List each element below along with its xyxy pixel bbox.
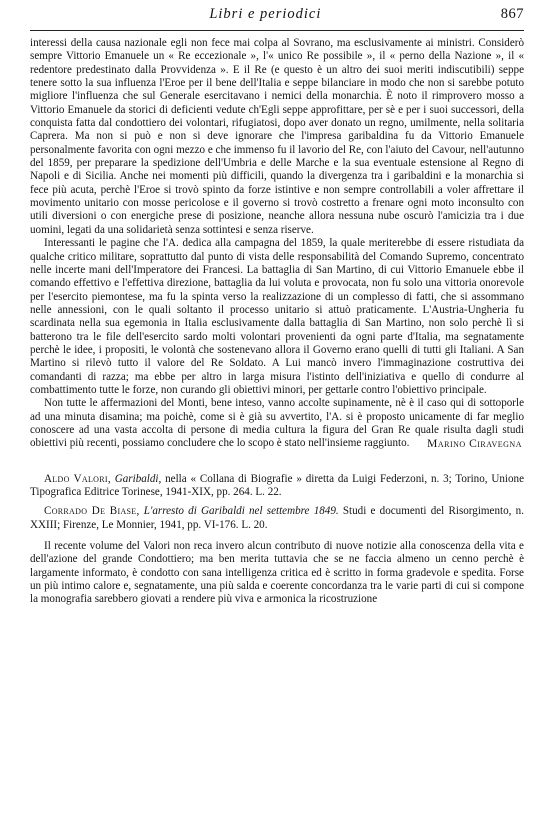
book-title: Garibaldi, bbox=[114, 472, 162, 485]
second-review bbox=[30, 473, 524, 607]
bibliographic-entry bbox=[30, 473, 524, 500]
first-review bbox=[30, 37, 524, 450]
book-details: Studi e documenti del Risorgimento, n. XXIII; Firenze, Le Monnier, 1941, pp. VI-176. L. 20. bbox=[30, 505, 524, 531]
book-title: L'arresto di Garibaldi nel settembre 1849. bbox=[143, 505, 339, 518]
section-separator bbox=[30, 460, 524, 461]
review-paragraph: interessi della causa nazionale egli non fece mai colpa al Sovrano, ma esclusivamente ai ministri. Considerò sempre Vittorio Emanuele un « Re eccezionale », l'« unico Re possibile », il « perno della Nazione », il « redentore predestinato dalla Provvidenza ». E il Re (e questo è un altro dei suoi meriti indiscutibili) seppe tenere sotto la sua influenza l'Eroe per il bene dell'Italia e seppe bilanciare in modo che non si sarebbe potuto migliore l'influenza che sul Generale esercitavano i nemici della monarchia. È noto il rimprovero mosso a Vittorio Emanuele da storici di deficienti vedute ch'Egli seppe approfittare, per sè e per i suoi successori, della conquista fatta dal condottiero dei volontari, rifugiatosi, dopo aver donato un regno, umilmente, nella solitaria Caprera. Ma non si può e non si deve ignorare che l'impresa garibaldina fu da Vittorio Emanuele personalmente favorita con ogni mezzo e che immenso fu il lavorio del Re, con l'aiuto del Cavour, nell'autunno del 1859, per preparare la spedizione dell'Umbria e delle Marche e la sua eventuale estensione al Regno di Napoli e di Sicilia. Anche nei momenti più difficili, quando la divergenza tra i garibaldini e la monarchia si fece più acuta, perchè l'Eroe si trovò spinto da forze istintive e non sempre controllabili a voler affrettare il movimento unitario con mosse pericolose e il governo si trovò costretto a frenare ogni moto inconsulto con utili diversioni o con energiche prese di posizione, neanche allora nessuna nube oscurò l'amicizia tra i due uomini, legati da una solidarietà senza sottintesi e senza riserve. bbox=[30, 37, 524, 236]
book-author: Aldo Valori, bbox=[44, 472, 111, 485]
header-rule bbox=[30, 30, 524, 31]
review-paragraph: Il recente volume del Valori non reca invero alcun contributo di nuove notizie alla conoscenza della vita e dell'azione del grande Condottiero; ma ben merita tuttavia che se ne faccia almeno un cenno perchè è largamente informato, è condotto con sana intelligenza critica ed è scritto in forma gradevole e spedita. Forse un più intimo calore e, segnatamente, una più salda e coerente concordanza tra le varie parti di cui si compone la monografia sarebbero giovati a rendere più viva e armonica la ricostruzione bbox=[30, 540, 524, 606]
book-details: nella « Collana di Biografie » diretta da Luigi Federzoni, n. 3; Torino, Unione Tipografica Editrice Torinese, 1941-XIX, pp. 264. L. 22. bbox=[30, 472, 525, 498]
review-paragraph: Non tutte le affermazioni del Monti, bene inteso, vanno accolte supinamente, nè è il caso qui di sottoporle ad una minuta disamina; ma poichè, come si è già su avvertito, l'A. si è proposto unicamente di far meglio conoscere ad una vasta accolta di persone di media cultura la figura del Gran Re quale risulta dagli studi obiettivi più recenti, possiamo concludere che lo scopo è stato nell'insieme raggiunto. bbox=[30, 397, 524, 450]
bibliographic-entry bbox=[30, 505, 524, 532]
page-number: 867 bbox=[500, 6, 524, 22]
journal-page bbox=[0, 6, 550, 838]
reviewer-signature: Marino Ciravegna bbox=[427, 437, 522, 450]
review-paragraph: Interessanti le pagine che l'A. dedica alla campagna del 1859, la quale meriterebbe di essere ristudiata da qualche critico militare, soprattutto dal punto di vista delle responsabilità del Comando Supremo, concentrato nelle incerte mani dell'Imperatore dei Francesi. La battaglia di San Martino, di cui Vittorio Emanuele ebbe il comando effettivo e l'effettiva direzione, battaglia da lui voluta e provocata, non fu solo una vittoria onorevole per l'esercito piemontese, ma fu la spinta verso la realizzazione di un complesso di fatti, che si assommano nelle annessioni, con le quali soltanto il processo unitario si attuò praticamente. L'Austria-Ungheria fu scardinata nella sua egemonia in Italia esclusivamente dalla battaglia di San Martino, non solo perchè lì si batterono tra le file dell'esercito sardo molti volontari provenienti da ogni parte d'Italia, ma segnatamente perchè le idee, i propositi, le volontà che sostenevano allora il Governo erano quelli di tutti gli Italiani. A San Martino si rilevò tutto il valore del Re Soldato. A Lui mancò invero l'immaginazione costruttiva dei comandanti di razza; ma ebbe per altro in larga misura l'istinto dell'iniziativa e quello di condurre al combattimento tutte le forze, non curando gli obiettivi minori, per gettarle contro l'obiettivo principale. bbox=[30, 237, 524, 396]
book-author: Corrado De Biase, bbox=[44, 505, 140, 518]
section-title: Libri e periodici bbox=[209, 6, 322, 22]
running-head bbox=[30, 6, 524, 30]
